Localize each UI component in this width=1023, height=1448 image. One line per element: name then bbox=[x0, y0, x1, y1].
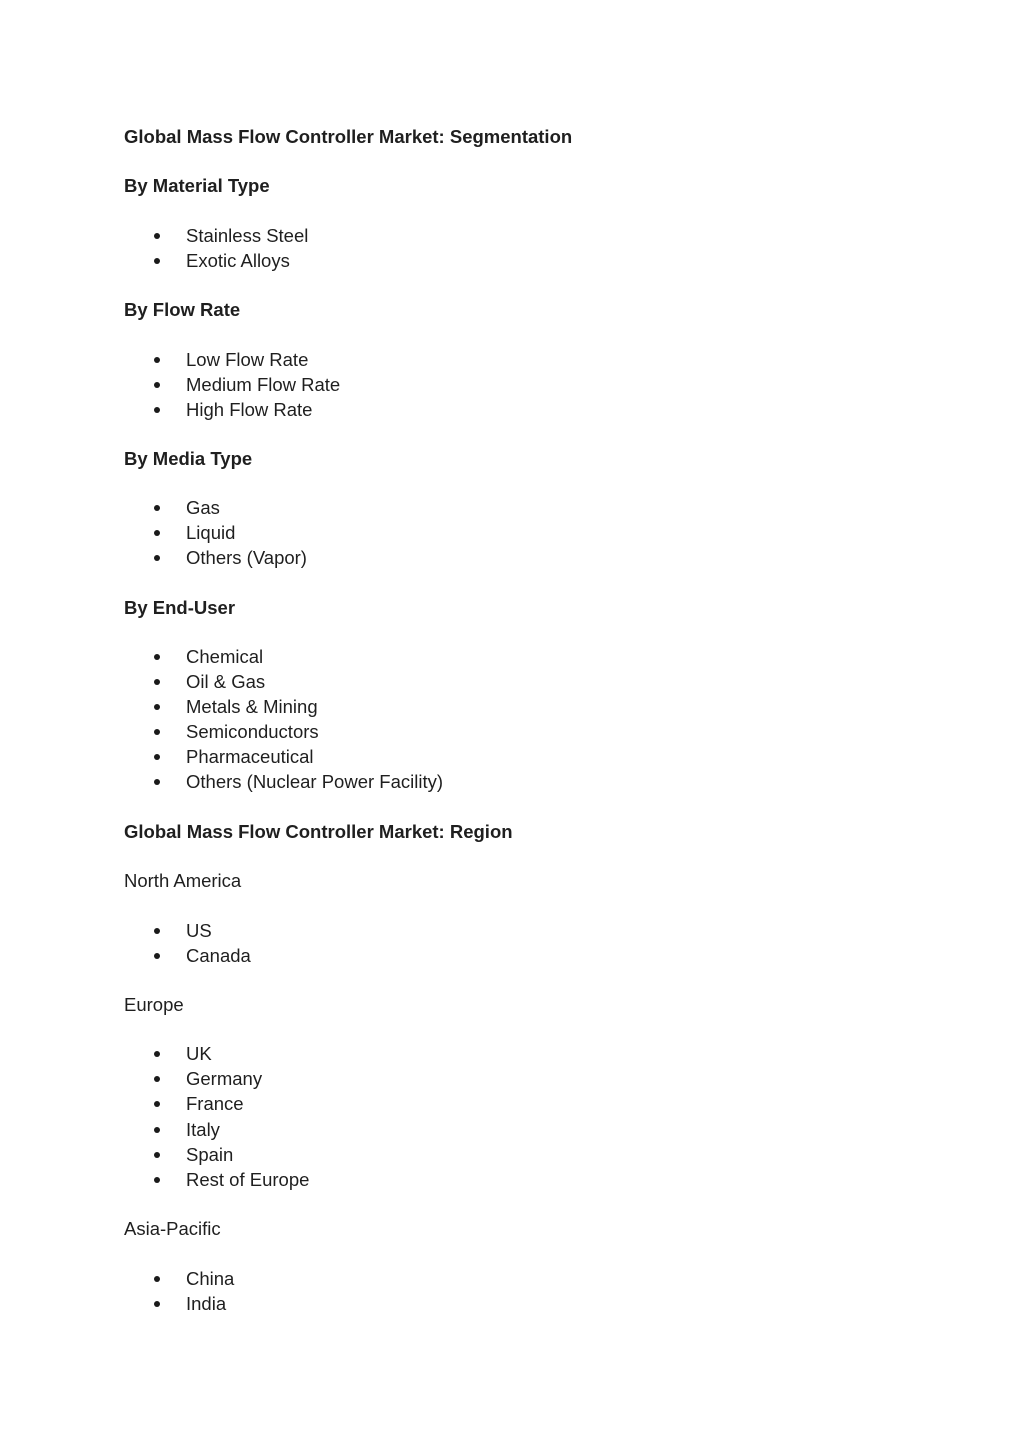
list-item bbox=[186, 496, 220, 520]
list-item-label: Chemical bbox=[186, 646, 264, 667]
list-item-label: US bbox=[186, 920, 212, 941]
list-item-label: UK bbox=[186, 1043, 212, 1064]
list-item-label: Low Flow Rate bbox=[186, 349, 309, 370]
list-item-label: Oil & Gas bbox=[186, 671, 266, 692]
list-item-label: China bbox=[186, 1268, 235, 1289]
segmentation-title: Global Mass Flow Controller Market: Segmentation bbox=[124, 126, 573, 147]
list-item bbox=[186, 1042, 212, 1066]
list-item bbox=[186, 1092, 244, 1116]
list-item bbox=[186, 1118, 220, 1142]
list-item-label: Rest of Europe bbox=[186, 1169, 310, 1190]
list-item-label: Semiconductors bbox=[186, 721, 319, 742]
list-item bbox=[186, 1267, 234, 1291]
list-item-label: India bbox=[186, 1293, 227, 1314]
bullet-icon bbox=[154, 555, 160, 561]
material-type-heading: By Material Type bbox=[124, 175, 270, 196]
bullet-icon bbox=[154, 407, 160, 413]
bullet-icon bbox=[154, 704, 160, 710]
bullet-icon bbox=[154, 1152, 160, 1158]
bullet-icon bbox=[154, 754, 160, 760]
bullet-icon bbox=[154, 530, 160, 536]
bullet-icon bbox=[154, 953, 160, 959]
bullet-icon bbox=[154, 654, 160, 660]
bullet-icon bbox=[154, 233, 160, 239]
bullet-icon bbox=[154, 928, 160, 934]
list-item bbox=[186, 645, 263, 669]
list-item bbox=[186, 944, 251, 968]
bullet-icon bbox=[154, 1127, 160, 1133]
north-america-label: North America bbox=[124, 870, 242, 891]
region-title: Global Mass Flow Controller Market: Region bbox=[124, 821, 513, 842]
bullet-icon bbox=[154, 1301, 160, 1307]
bullet-icon bbox=[154, 679, 160, 685]
list-item bbox=[186, 1067, 262, 1091]
bullet-icon bbox=[154, 357, 160, 363]
list-item bbox=[186, 670, 265, 694]
list-item bbox=[186, 745, 314, 769]
list-item bbox=[186, 919, 212, 943]
flow-rate-heading: By Flow Rate bbox=[124, 299, 241, 320]
bullet-icon bbox=[154, 258, 160, 264]
end-user-heading: By End-User bbox=[124, 597, 236, 618]
bullet-icon bbox=[154, 1276, 160, 1282]
bullet-icon bbox=[154, 1177, 160, 1183]
list-item-label: Liquid bbox=[186, 522, 236, 543]
list-item-label: Pharmaceutical bbox=[186, 746, 314, 767]
list-item bbox=[186, 373, 340, 397]
bullet-icon bbox=[154, 729, 160, 735]
list-item-label: Stainless Steel bbox=[186, 225, 309, 246]
list-item bbox=[186, 1168, 309, 1192]
list-item bbox=[186, 695, 318, 719]
list-item-label: High Flow Rate bbox=[186, 399, 313, 420]
list-item bbox=[186, 224, 308, 248]
list-item bbox=[186, 249, 290, 273]
list-item-label: Italy bbox=[186, 1119, 220, 1140]
list-item bbox=[186, 398, 312, 422]
list-item-label: Metals & Mining bbox=[186, 696, 318, 717]
list-item-label: Spain bbox=[186, 1144, 234, 1165]
asia-pacific-label: Asia-Pacific bbox=[124, 1218, 221, 1239]
bullet-icon bbox=[154, 779, 160, 785]
list-item bbox=[186, 770, 443, 794]
list-item bbox=[186, 348, 308, 372]
list-item-label: Others (Nuclear Power Facility) bbox=[186, 771, 444, 792]
list-item-label: Germany bbox=[186, 1068, 263, 1089]
list-item-label: Medium Flow Rate bbox=[186, 374, 341, 395]
list-item bbox=[186, 521, 235, 545]
list-item bbox=[186, 546, 307, 570]
list-item bbox=[186, 1292, 226, 1316]
bullet-icon bbox=[154, 505, 160, 511]
list-item-label: Exotic Alloys bbox=[186, 250, 290, 271]
list-item-label: Others (Vapor) bbox=[186, 547, 307, 568]
list-item-label: Canada bbox=[186, 945, 251, 966]
bullet-icon bbox=[154, 1076, 160, 1082]
europe-label: Europe bbox=[124, 994, 184, 1015]
list-item-label: Gas bbox=[186, 497, 220, 518]
bullet-icon bbox=[154, 1051, 160, 1057]
list-item bbox=[186, 1143, 233, 1167]
bullet-icon bbox=[154, 1101, 160, 1107]
bullet-icon bbox=[154, 382, 160, 388]
list-item bbox=[186, 720, 319, 744]
list-item-label: France bbox=[186, 1093, 244, 1114]
media-type-heading: By Media Type bbox=[124, 448, 253, 469]
